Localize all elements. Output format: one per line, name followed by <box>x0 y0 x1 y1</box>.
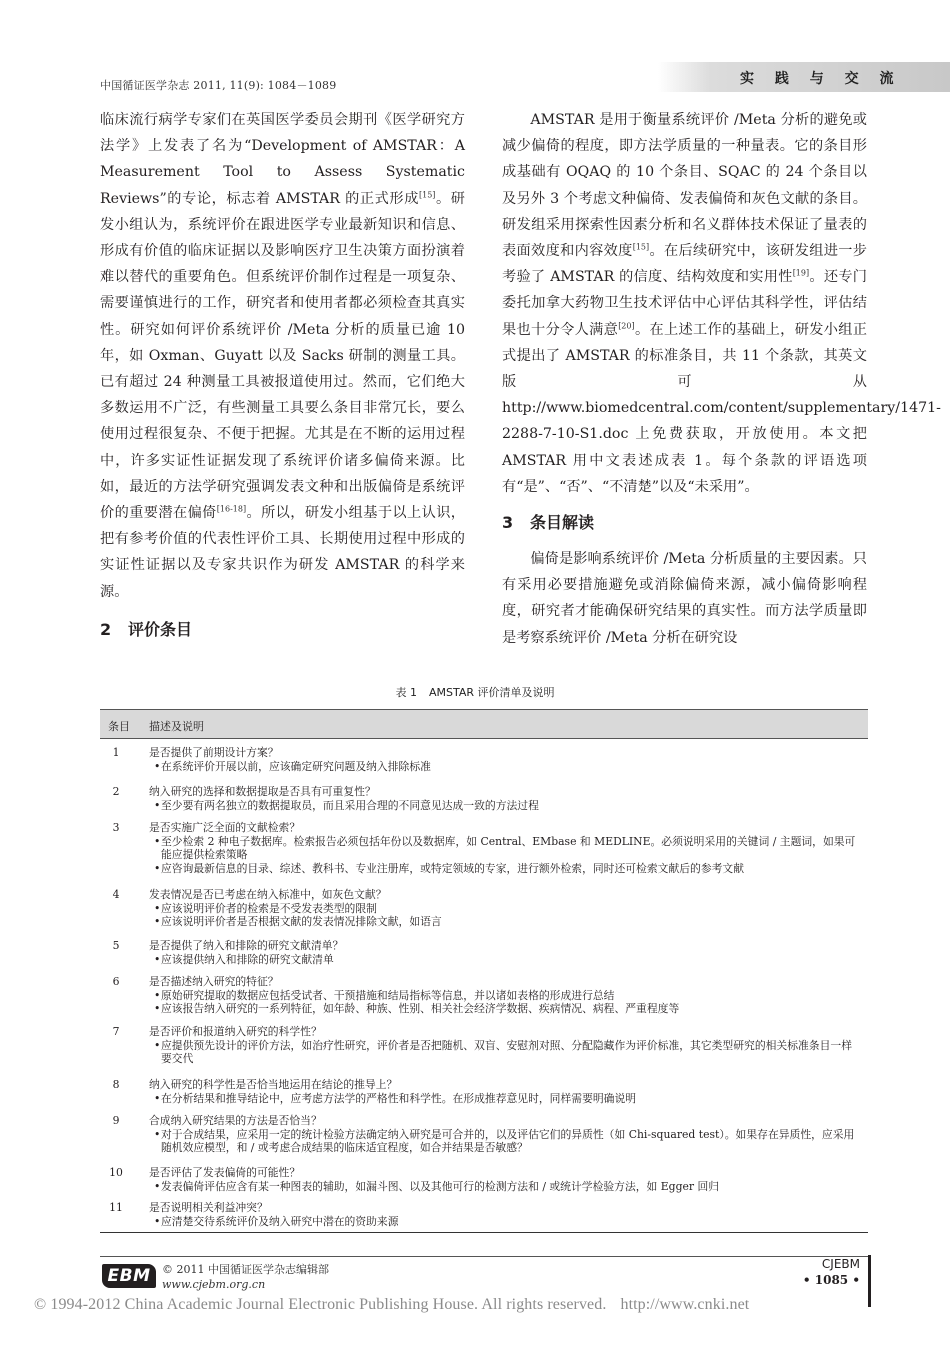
item-question: 是否提供了纳入和排除的研究文献清单？ <box>149 939 344 952</box>
item-bullet: • 在系统评价开展以前，应该确定研究问题及纳入排除标准 <box>149 760 862 774</box>
item-question: 合成纳入研究结果的方法是否恰当？ <box>149 1114 322 1127</box>
ebm-logo: EBM <box>102 1264 156 1288</box>
footer-divider <box>100 1256 870 1257</box>
paragraph-text: 。所以，研发小组基于以上认识，把有参考价值的代表性评价工具、长期使用过程中形成的实证性证据以及专家共识作为研发 AMSTAR 的科学来源。 <box>100 505 465 600</box>
item-bullet: • 对于合成结果，应采用一定的统计检验方法确定纳入研究是可合并的，以及评估它们的异质性（如 Chi-squared test）。如果存在异质性，应采用随机效应模型，和 / 或考虑合成结果的临床适宜程度，如合并结果是否敏感？ <box>149 1128 862 1155</box>
citation-ref: [20] <box>618 320 635 330</box>
column-header-description: 描述及说明 <box>149 720 204 733</box>
item-description <box>149 1194 868 1228</box>
table-row <box>100 1107 868 1159</box>
item-number: 2 <box>112 785 120 798</box>
item-bullet: • 至少要有两名独立的数据提取员，而且采用合理的不同意见达成一致的方法过程 <box>149 799 862 813</box>
paragraph-text: 。研发小组认为，系统评价在跟进医学专业最新知识和信息、形成有价值的临床证据以及影响医疗卫生决策方面扮演着难以替代的重要角色。但系统评价制作过程是一项复杂、需要谨慎进行的工作，研究者和使用者都必须检查其真实性。研究如何评价系统评价 /Meta 分析的质量已逾 10 年，如 Oxman、Guyatt 以及 Sacks 研制的测量工具。已有超过 24 种测量工具被报道使用过。然而，它们绝大多数运用不广泛，有些测量工具要么条目非常冗长，要么使用过程很复杂、不便于把握。尤其是在不断的运用过程中，许多实证性证据发现了系统评价诸多偏倚来源。比如，最近的方法学研究强调发表文种和出版偏倚是系统评价的重要潜在偏倚 <box>100 190 465 522</box>
table-body <box>100 739 868 1232</box>
item-question: 是否评估了发表偏倚的可能性？ <box>149 1166 301 1179</box>
table-row <box>100 1018 868 1071</box>
item-description <box>149 778 868 812</box>
item-description <box>149 739 868 773</box>
item-bullet: • 应该说明评价者是否根据文献的发表情况排除文献，如语言 <box>149 915 862 929</box>
item-number: 4 <box>112 888 120 901</box>
item-description <box>149 814 868 875</box>
right-column <box>502 107 941 651</box>
item-number: 9 <box>112 1114 120 1127</box>
paragraph-text: 。还专门委托加拿大药物卫生技术评估中心评估其科学性，评估结果也十分令人满意 <box>502 269 867 338</box>
copyright-text: © 2011 中国循证医学杂志编辑部 <box>162 1263 329 1276</box>
item-bullet: • 原始研究提取的数据应包括受试者、干预措施和结局指标等信息，并以诸如表格的形成进行总结 <box>149 989 862 1003</box>
journal-citation: 中国循证医学杂志 2011, 11(9): 1084－1089 <box>100 79 337 92</box>
item-question: 是否评价和报道纳入研究的科学性？ <box>149 1025 322 1038</box>
item-bullet: • 应该报告纳入研究的一系列特征，如年龄、种族、性别、相关社会经济学数据、疾病情况、病程、严重程度等 <box>149 1002 862 1016</box>
item-description <box>149 1107 868 1155</box>
citation-ref: [16-18] <box>216 504 247 514</box>
table-header <box>100 709 868 739</box>
section-heading-3 <box>502 510 867 536</box>
item-bullet: • 应提供预先设计的评价方法，如治疗性研究，评价者是否把随机、双盲、安慰剂对照、分配隐藏作为评价标准，其它类型研究的相关标准条目一样要交代 <box>149 1039 862 1066</box>
item-number: 11 <box>109 1201 123 1214</box>
cnki-copyright: © 1994-2012 China Academic Journal Electronic Publishing House. All rights reserved. <box>34 1296 607 1313</box>
section-label: 实 践 与 交 流 <box>658 62 950 92</box>
table-row <box>100 1159 868 1194</box>
paragraph-text: 。在上述工作的基础上，研发小组正式提出了 AMSTAR 的标准条目，共 11 个条款，其英文版可从 http://www.biomedcentral.com/content/supplementary/1471-2288-7-10-S1.doc 上免费获取，开放使用。本文把 AMSTAR 用中文表述成表 1。每个条款的评语选项有“是”、“否”、“不清楚”以及“未采用”。 <box>502 321 941 495</box>
item-question: 是否实施广泛全面的文献检索？ <box>149 821 301 834</box>
table-row <box>100 881 868 932</box>
item-question: 纳入研究的科学性是否恰当地运用在结论的推导上？ <box>149 1078 398 1091</box>
item-bullet: • 至少检索 2 种电子数据库。检索报告必须包括年份以及数据库，如 Central、EMbase 和 MEDLINE。必须说明采用的关键词 / 主题词，如果可能应提供检索策略 <box>149 835 862 862</box>
item-bullet: • 应该说明评价者的检索是不受发表类型的限制 <box>149 902 862 916</box>
table-title: AMSTAR 评价清单及说明 <box>428 686 555 699</box>
table-row <box>100 739 868 778</box>
item-bullet: • 应该提供纳入和排除的研究文献清单 <box>149 953 862 967</box>
item-description <box>149 1159 868 1193</box>
paragraph-item-interpretation: 偏倚是影响系统评价 /Meta 分析质量的主要因素。只有采用必要措施避免或消除偏倚来源，减小偏倚影响程度，研究者才能确保研究结果的真实性。而方法学质量即是考察系统评价 /Meta 分析在研究设 <box>502 551 867 646</box>
paragraph-text: 。在后续研究中，该研发组进一步考验了 AMSTAR 的信度、结构效度和实用性 <box>502 243 867 286</box>
item-number: 10 <box>109 1166 123 1179</box>
item-number: 6 <box>112 975 120 988</box>
amstar-table <box>100 709 868 1233</box>
item-description <box>149 968 868 1016</box>
table-row <box>100 1071 868 1107</box>
page-number: • 1085 • <box>802 1273 860 1287</box>
table-row <box>100 1194 868 1232</box>
item-number: 3 <box>112 821 120 834</box>
item-question: 发表情况是否已考虑在纳入标准中，如灰色文献？ <box>149 888 387 901</box>
table-row <box>100 968 868 1018</box>
item-description <box>149 1071 868 1105</box>
left-column <box>100 107 465 653</box>
table-row <box>100 932 868 968</box>
item-description <box>149 932 868 966</box>
cnki-link[interactable]: http://www.cnki.net <box>620 1296 750 1313</box>
citation-ref: [15] <box>632 242 650 252</box>
item-number: 8 <box>112 1078 120 1091</box>
website-link[interactable]: www.cjebm.org.cn <box>162 1278 266 1291</box>
item-bullet: • 在分析结果和推导结论中，应考虑方法学的严格性和科学性。在形成推荐意见时，同样需要明确说明 <box>149 1092 862 1106</box>
margin-bar <box>868 1255 871 1307</box>
citation-ref: [19] <box>792 268 810 278</box>
item-description <box>149 1018 868 1066</box>
item-bullet: • 发表偏倚评估应含有某一种图表的辅助，如漏斗图、以及其他可行的检测方法和 / 或统计学检验方法，如 Egger 回归 <box>149 1180 862 1194</box>
section-title: 评价条目 <box>128 619 193 639</box>
journal-abbreviation: CJEBM <box>821 1257 860 1271</box>
item-question: 是否说明相关利益冲突？ <box>149 1201 268 1214</box>
table-row <box>100 814 868 881</box>
citation-ref: [15] <box>419 189 436 199</box>
item-bullet: • 应咨询最新信息的目录、综述、教科书、专业注册库，或特定领域的专家，进行额外检索，同时还可检索文献后的参考文献 <box>149 862 862 876</box>
item-number: 7 <box>112 1025 120 1038</box>
paragraph-amstar-origin <box>100 107 465 605</box>
column-header-item: 条目 <box>108 720 130 733</box>
item-bullet: • 应清楚交待系统评价及纳入研究中潜在的资助来源 <box>149 1215 862 1229</box>
paragraph-amstar-definition <box>502 107 941 500</box>
item-question: 是否提供了前期设计方案？ <box>149 746 279 759</box>
item-description <box>149 881 868 929</box>
section-heading-2 <box>100 617 465 643</box>
item-question: 纳入研究的选择和数据提取是否具有可重复性？ <box>149 785 376 798</box>
section-title: 条目解读 <box>530 513 595 533</box>
item-number: 5 <box>112 939 120 952</box>
footer-copyright-block <box>162 1262 329 1292</box>
table-caption <box>0 684 950 700</box>
section-number: 3 <box>502 513 514 533</box>
table-row <box>100 778 868 814</box>
table-label: 表 1 <box>395 686 417 699</box>
cnki-watermark <box>34 1296 749 1314</box>
section-number: 2 <box>100 619 112 639</box>
item-number: 1 <box>112 746 120 759</box>
paragraph-text: 临床流行病学专家们在英国医学委员会期刊《医学研究方法学》上发表了名为“Development of AMSTAR：A Measurement Tool to Assess Systematic Reviews”的专论，标志着 AMSTAR 的正式形成 <box>100 112 465 207</box>
paragraph-text: AMSTAR 是用于衡量系统评价 /Meta 分析的避免或减少偏倚的程度，即方法学质量的一种量表。它的条目形成基础有 OQAQ 的 10 个条目、SQAC 的 24 个条目以及另外 3 个考虑文种偏倚、发表偏倚和灰色文献的条目。研发组采用探索性因素分析和名义群体技术保证了量表的表面效度和内容效度 <box>502 112 867 260</box>
item-question: 是否描述纳入研究的特征？ <box>149 975 279 988</box>
